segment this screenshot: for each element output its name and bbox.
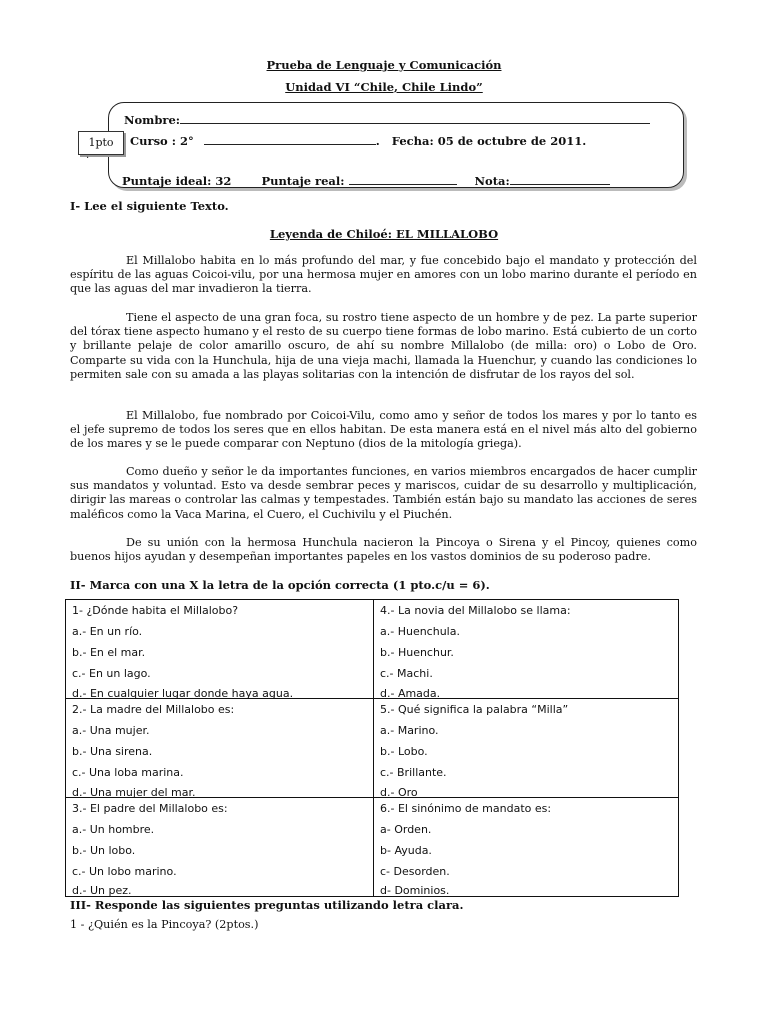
question-text: 2.- La madre del Millalobo es: — [72, 703, 235, 716]
option-d[interactable]: d.- Un pez. — [72, 884, 132, 897]
option-c[interactable]: c.- Brillante. — [380, 766, 447, 779]
grade-label: Nota: — [474, 174, 510, 188]
option-d[interactable]: d.- Amada. — [380, 687, 441, 700]
section-1-heading: I- Lee el siguiente Texto. — [70, 199, 229, 213]
question-cell-6 — [374, 798, 674, 896]
question-text: 6.- El sinónimo de mandato es: — [380, 802, 552, 815]
questions-table — [65, 599, 679, 897]
date-text: Fecha: 05 de octubre de 2011. — [391, 134, 587, 148]
option-b[interactable]: b.- Lobo. — [380, 745, 428, 758]
points-dot: . — [86, 150, 90, 161]
question-text: 3.- El padre del Millalobo es: — [72, 802, 228, 815]
option-b[interactable]: b.- Una sirena. — [72, 745, 153, 758]
question-cell-4 — [374, 600, 674, 698]
story-paragraph: El Millalobo, fue nombrado por Coicoi-Vilu, como amo y señor de todos los mares y por lo tanto es el jefe supremo de todos los seres que en ellos habitan. De esta manera está en el nivel más alto del gobierno de los mares y se le puede comparar con Neptuno (dios de la mitología griega). — [70, 409, 697, 451]
story-paragraph: Tiene el aspecto de una gran foca, su rostro tiene aspecto de un hombre y de pez. La parte superior del tórax tiene aspecto humano y el resto de su cuerpo tiene formas de lobo marino. Está cubierto de un corto y brillante pelaje de color amarillo oscuro, de ahí su nombre Millalobo (de milla: oro) o Lobo de Oro. Comparte su vida con la Hunchula, hija de una vieja machi, llamada la Huenchur, y cuando las condiciones lo permiten sale con su amada a las playas solitarias con la intención de disfrutar de los rayos del sol. — [70, 311, 697, 381]
option-a[interactable]: a- Orden. — [380, 823, 432, 836]
question-cell-3 — [66, 798, 366, 896]
story-title: Leyenda de Chiloé: EL MILLALOBO — [269, 227, 499, 241]
real-score-label: Puntaje real: — [261, 174, 345, 188]
option-b[interactable]: b.- En el mar. — [72, 646, 146, 659]
course-row — [130, 134, 586, 148]
option-b[interactable]: b- Ayuda. — [380, 844, 432, 857]
exam-title: Prueba de Lenguaje y Comunicación — [266, 58, 502, 72]
ideal-score: Puntaje ideal: 32 — [122, 174, 232, 188]
option-a[interactable]: a.- Un hombre. — [72, 823, 155, 836]
option-a[interactable]: a.- En un río. — [72, 625, 143, 638]
name-blank[interactable] — [180, 113, 650, 124]
option-a[interactable]: a.- Marino. — [380, 724, 439, 737]
story-paragraph: De su unión con la hermosa Hunchula nacieron la Pincoya o Sirena y el Pincoy, quienes como buenos hijos ayudan y desempeñan importantes papeles en los vastos dominios de su poderoso padre. — [70, 536, 697, 564]
option-d[interactable]: d.- Oro — [380, 786, 418, 799]
open-question-1: 1 - ¿Quién es la Pincoya? (2ptos.) — [70, 918, 259, 931]
question-text: 4.- La novia del Millalobo se llama: — [380, 604, 571, 617]
real-score-blank[interactable] — [349, 174, 457, 185]
score-row — [122, 174, 610, 188]
option-c[interactable]: c.- En un lago. — [72, 667, 151, 680]
question-text: 5.- Qué significa la palabra “Milla” — [380, 703, 569, 716]
story-paragraph: El Millalobo habita en lo más profundo del mar, y fue concebido bajo el mandato y protección del espíritu de las aguas Coicoi-vilu, por una hermosa mujer en amores con un lobo marino durante el período en que las aguas del mar invadieron la tierra. — [70, 254, 697, 296]
option-c[interactable]: c- Desorden. — [380, 865, 450, 878]
option-b[interactable]: b.- Un lobo. — [72, 844, 136, 857]
section-3-heading: III- Responde las siguientes preguntas utilizando letra clara. — [70, 898, 464, 912]
name-row — [124, 113, 650, 127]
unit-title: Unidad VI “Chile, Chile Lindo” — [285, 80, 483, 94]
course-blank[interactable] — [204, 134, 376, 145]
option-d[interactable]: d- Dominios. — [380, 884, 450, 897]
question-cell-1 — [66, 600, 366, 698]
question-cell-5 — [374, 699, 674, 797]
course-label: Curso : 2° — [130, 134, 194, 148]
name-label: Nombre: — [124, 113, 181, 127]
course-tail: . — [375, 134, 380, 148]
option-c[interactable]: c.- Un lobo marino. — [72, 865, 177, 878]
option-d[interactable]: d.- Una mujer del mar. — [72, 786, 196, 799]
question-cell-2 — [66, 699, 366, 797]
option-a[interactable]: a.- Huenchula. — [380, 625, 460, 638]
points-box: 1pto — [78, 131, 124, 155]
grade-blank[interactable] — [510, 174, 610, 185]
option-a[interactable]: a.- Una mujer. — [72, 724, 150, 737]
question-text: 1- ¿Dónde habita el Millalobo? — [72, 604, 239, 617]
option-d[interactable]: d.- En cualquier lugar donde haya agua. — [72, 687, 294, 700]
option-b[interactable]: b.- Huenchur. — [380, 646, 454, 659]
section-2-heading: II- Marca con una X la letra de la opción correcta (1 pto.c/u = 6). — [70, 578, 490, 592]
option-c[interactable]: c.- Machi. — [380, 667, 433, 680]
story-paragraph: Como dueño y señor le da importantes funciones, en varios miembros encargados de hacer cumplir sus mandatos y voluntad. Esto va desde sembrar peces y mariscos, cuidar de su desarrollo y multiplicación, dirigir las mareas o controlar las calmas y tempestades. También están bajo su mandato las acciones de seres maléficos como la Vaca Marina, el Cuero, el Cuchivilu y el Piuchén. — [70, 465, 697, 521]
option-c[interactable]: c.- Una loba marina. — [72, 766, 184, 779]
